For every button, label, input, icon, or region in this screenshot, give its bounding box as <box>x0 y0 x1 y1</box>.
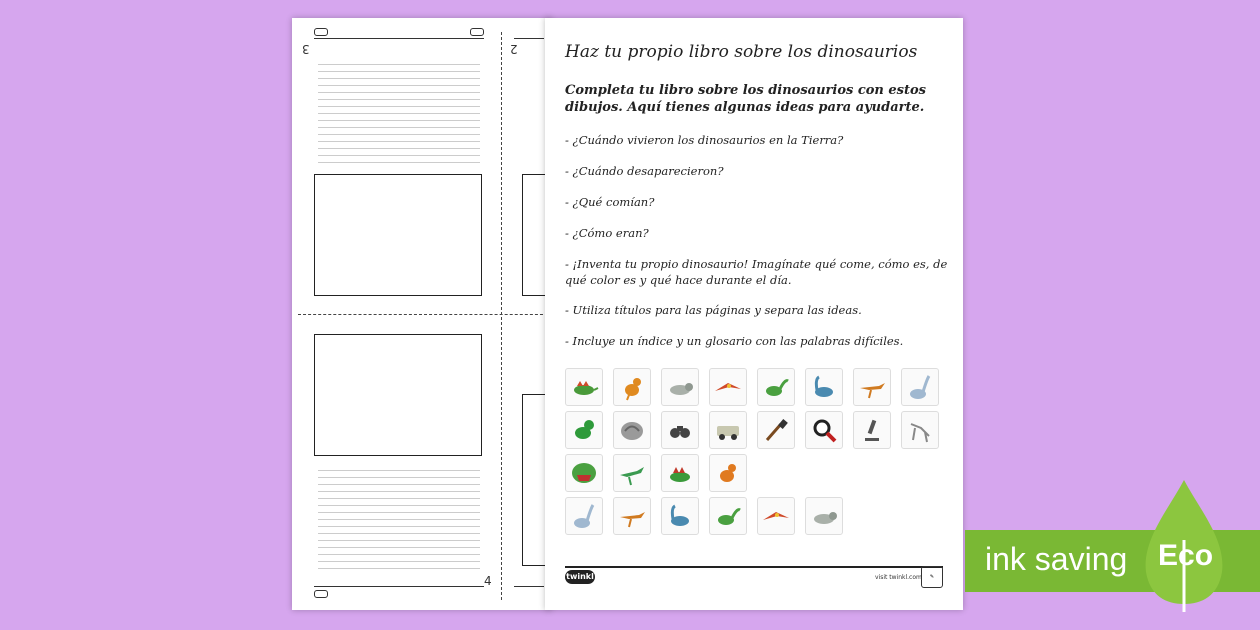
blue-longneck-icon <box>809 373 839 401</box>
page-footer-line <box>514 586 544 587</box>
trex-head-icon <box>569 459 599 487</box>
page-footer-line <box>314 586 484 587</box>
picture-cell <box>805 411 843 449</box>
picture-cell <box>901 411 939 449</box>
drawing-box <box>314 334 482 456</box>
green-raptor-icon <box>617 459 647 487</box>
picture-cell <box>709 497 747 535</box>
fold-line-horizontal <box>298 314 548 315</box>
stegosaurus-icon <box>569 373 599 401</box>
picture-cell <box>565 368 603 406</box>
page-header-line <box>314 38 484 39</box>
eco-label: Eco <box>1158 539 1214 572</box>
jeep-icon <box>713 416 743 444</box>
picture-cell <box>757 411 795 449</box>
picture-cell <box>757 368 795 406</box>
idea-item: - ¿Cómo eran? <box>565 226 649 240</box>
writing-lines <box>318 464 480 574</box>
microscope-icon <box>857 416 887 444</box>
picture-cell <box>805 497 843 535</box>
orange-trex-icon <box>713 459 743 487</box>
picture-cell <box>757 497 795 535</box>
picture-cell <box>853 368 891 406</box>
picture-cell <box>565 497 603 535</box>
sheet-title: Haz tu propio libro sobre los dinosaurios <box>565 42 918 62</box>
picture-cell <box>661 368 699 406</box>
ink-saving-label: ink saving <box>985 541 1128 577</box>
instruction-sheet <box>545 18 963 610</box>
green-trex-icon <box>569 416 599 444</box>
magnifier-icon <box>809 416 839 444</box>
picture-cell <box>613 411 651 449</box>
idea-item: - ¡Inventa tu propio dinosaurio! Imagínate qué come, cómo es, de qué color es y qué hace durante el día. <box>565 257 948 287</box>
skeleton-icon <box>905 416 935 444</box>
picture-cell <box>709 411 747 449</box>
idea-item: - ¿Qué comían? <box>565 195 655 209</box>
picture-cell <box>661 454 699 492</box>
idea-item: - Utiliza títulos para las páginas y separa las ideas. <box>565 303 862 317</box>
booklet-sheet <box>292 18 552 610</box>
fold-line-vertical <box>501 32 502 600</box>
picture-cell <box>853 411 891 449</box>
sheet-intro: Completa tu libro sobre los dinosaurios con estos dibujos. Aquí tienes algunas ideas para ayudarte. <box>565 83 926 115</box>
picture-cell <box>709 454 747 492</box>
green-dino-icon <box>761 373 791 401</box>
pterodactyl-icon <box>761 502 791 530</box>
footer-line <box>565 566 943 568</box>
picture-cell <box>805 368 843 406</box>
visit-link[interactable]: visit twinkl.com <box>875 574 922 581</box>
picture-cell <box>709 368 747 406</box>
page-number: 2 <box>510 42 518 56</box>
brush-icon <box>761 416 791 444</box>
page-number: 3 <box>302 42 310 56</box>
picture-cell <box>661 411 699 449</box>
brachiosaurus-icon <box>569 502 599 530</box>
brachiosaurus-icon <box>905 373 935 401</box>
triceratops-icon <box>809 502 839 530</box>
twinkl-logo-icon <box>314 590 328 598</box>
idea-item: - ¿Cuándo vivieron los dinosaurios en la Tierra? <box>565 133 844 147</box>
picture-cell <box>613 454 651 492</box>
page-number: 4 <box>484 574 492 588</box>
triceratops-icon <box>665 373 695 401</box>
page-header-line <box>514 38 544 39</box>
trex-orange-icon <box>617 373 647 401</box>
twinkl-logo: twinkl <box>565 570 595 584</box>
picture-cell <box>613 497 651 535</box>
raptor-icon <box>857 373 887 401</box>
writing-lines <box>318 58 480 168</box>
drawing-box <box>314 174 482 296</box>
idea-item: - Incluye un índice y un glosario con las palabras difíciles. <box>565 334 904 348</box>
idea-item: - ¿Cuándo desaparecieron? <box>565 164 724 178</box>
pterodactyl-icon <box>713 373 743 401</box>
blue-longneck-icon <box>665 502 695 530</box>
twinkl-logo-icon <box>470 28 484 36</box>
badge-icon: ✎ <box>921 566 943 588</box>
picture-cell <box>613 368 651 406</box>
picture-cell <box>661 497 699 535</box>
picture-cell <box>565 411 603 449</box>
green-dino-icon <box>713 502 743 530</box>
twinkl-logo-icon <box>314 28 328 36</box>
picture-cell <box>901 368 939 406</box>
green-stegosaurus-icon <box>665 459 695 487</box>
fossil-icon <box>617 416 647 444</box>
raptor-icon <box>617 502 647 530</box>
binoculars-icon <box>665 416 695 444</box>
picture-cell <box>565 454 603 492</box>
